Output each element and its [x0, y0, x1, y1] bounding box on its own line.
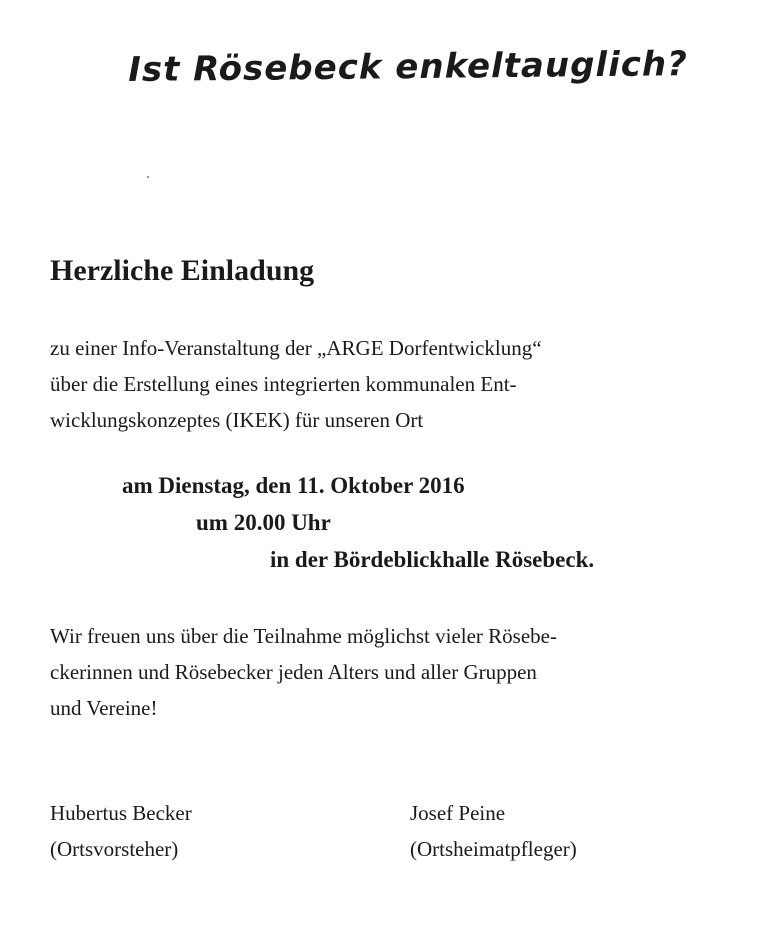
intro-line: wicklungskonzeptes (IKEK) für unseren Ort — [50, 408, 424, 432]
signer-role: (Ortsheimatpfleger) — [410, 837, 577, 861]
signer-name: Josef Peine — [410, 801, 506, 825]
intro-paragraph — [50, 330, 542, 438]
signer-name: Hubertus Becker — [50, 801, 192, 825]
scan-speck — [147, 176, 149, 178]
closing-line: und Vereine! — [50, 696, 158, 720]
event-time: um 20.00 Uhr — [196, 510, 331, 535]
closing-line: ckerinnen und Rösebecker jeden Alters und aller Gruppen — [50, 660, 537, 684]
handwritten-title: Ist Rösebeck enkeltauglich? — [128, 44, 689, 90]
intro-line: über die Erstellung eines integrierten kommunalen Ent- — [50, 372, 517, 396]
closing-paragraph — [50, 618, 557, 726]
invitation-heading: Herzliche Einladung — [50, 254, 315, 287]
signature-block-right — [410, 795, 577, 867]
signature-block-left — [50, 795, 192, 867]
signer-role: (Ortsvorsteher) — [50, 837, 179, 861]
event-place: in der Bördeblickhalle Rösebeck. — [270, 547, 595, 572]
event-date: am Dienstag, den 11. Oktober 2016 — [122, 473, 465, 498]
closing-line: Wir freuen uns über die Teilnahme möglichst vieler Rösebe- — [50, 624, 557, 648]
intro-line: zu einer Info-Veranstaltung der „ARGE Dorfentwicklung“ — [50, 336, 542, 360]
